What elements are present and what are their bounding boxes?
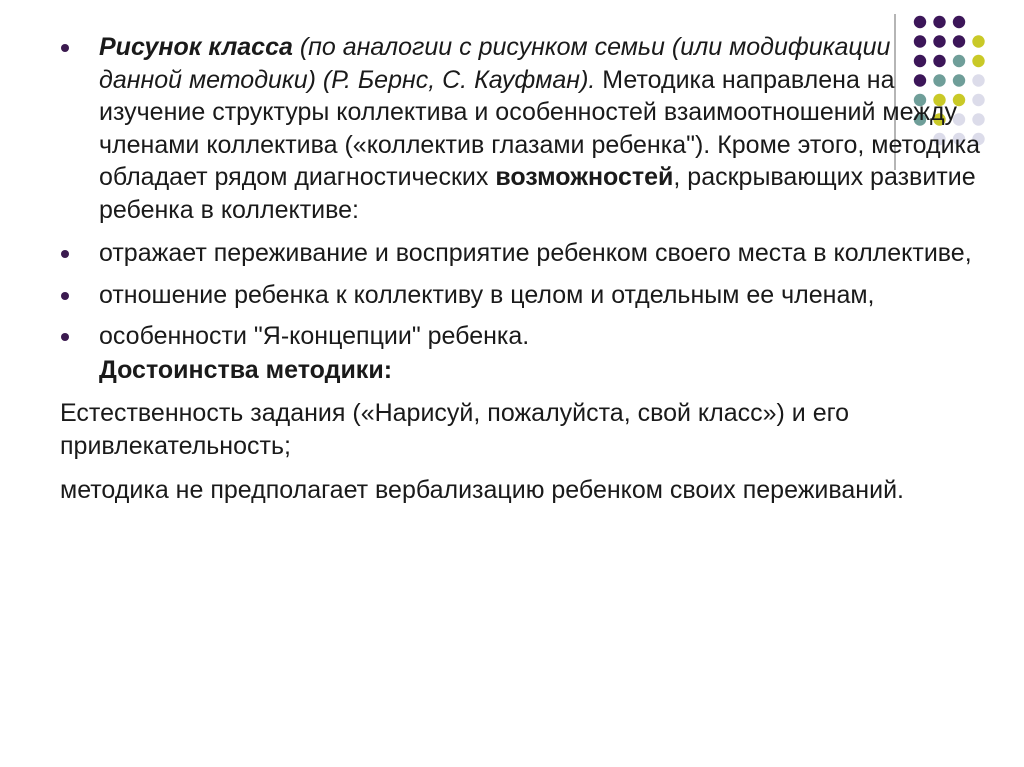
decorative-dot <box>933 16 945 28</box>
method-description: Методика направлена на изучение структуры коллектива и особенностей взаимоотношений между членами коллектива («коллектив глазами ребенка"). Кроме этого, методика обладает рядом диагностических <box>99 65 980 191</box>
advantages-heading: Достоинства методики: <box>99 355 393 384</box>
slide-content <box>60 31 980 519</box>
method-emphasis: возможностей <box>495 163 674 191</box>
method-subtitle: (по аналогии с рисунком семьи (или модификации данной методики) (Р. Бернс, С. Кауфман). <box>99 33 891 94</box>
method-title: Рисунок класса <box>99 33 293 61</box>
decorative-dot <box>914 16 926 28</box>
advantage-paragraph-1: Естественность задания («Нарисуй, пожалуйста, свой класс») и его привлекательность; <box>60 399 850 460</box>
decorative-dot <box>953 16 965 28</box>
bullet-item-self-concept: особенности "Я-концепции" ребенка. <box>60 320 980 353</box>
method-description-end: , раскрывающих развитие ребенка в коллективе: <box>99 163 976 224</box>
advantage-paragraph-2: методика не предполагает вербализацию ребенком своих переживаний. <box>60 476 904 504</box>
bullet-item-self-place: отражает переживание и восприятие ребенком своего места в коллективе, <box>60 237 980 270</box>
bullet-item-class-drawing <box>60 31 980 226</box>
bullet-item-attitude: отношение ребенка к коллективу в целом и отдельным ее членам, <box>60 279 980 312</box>
